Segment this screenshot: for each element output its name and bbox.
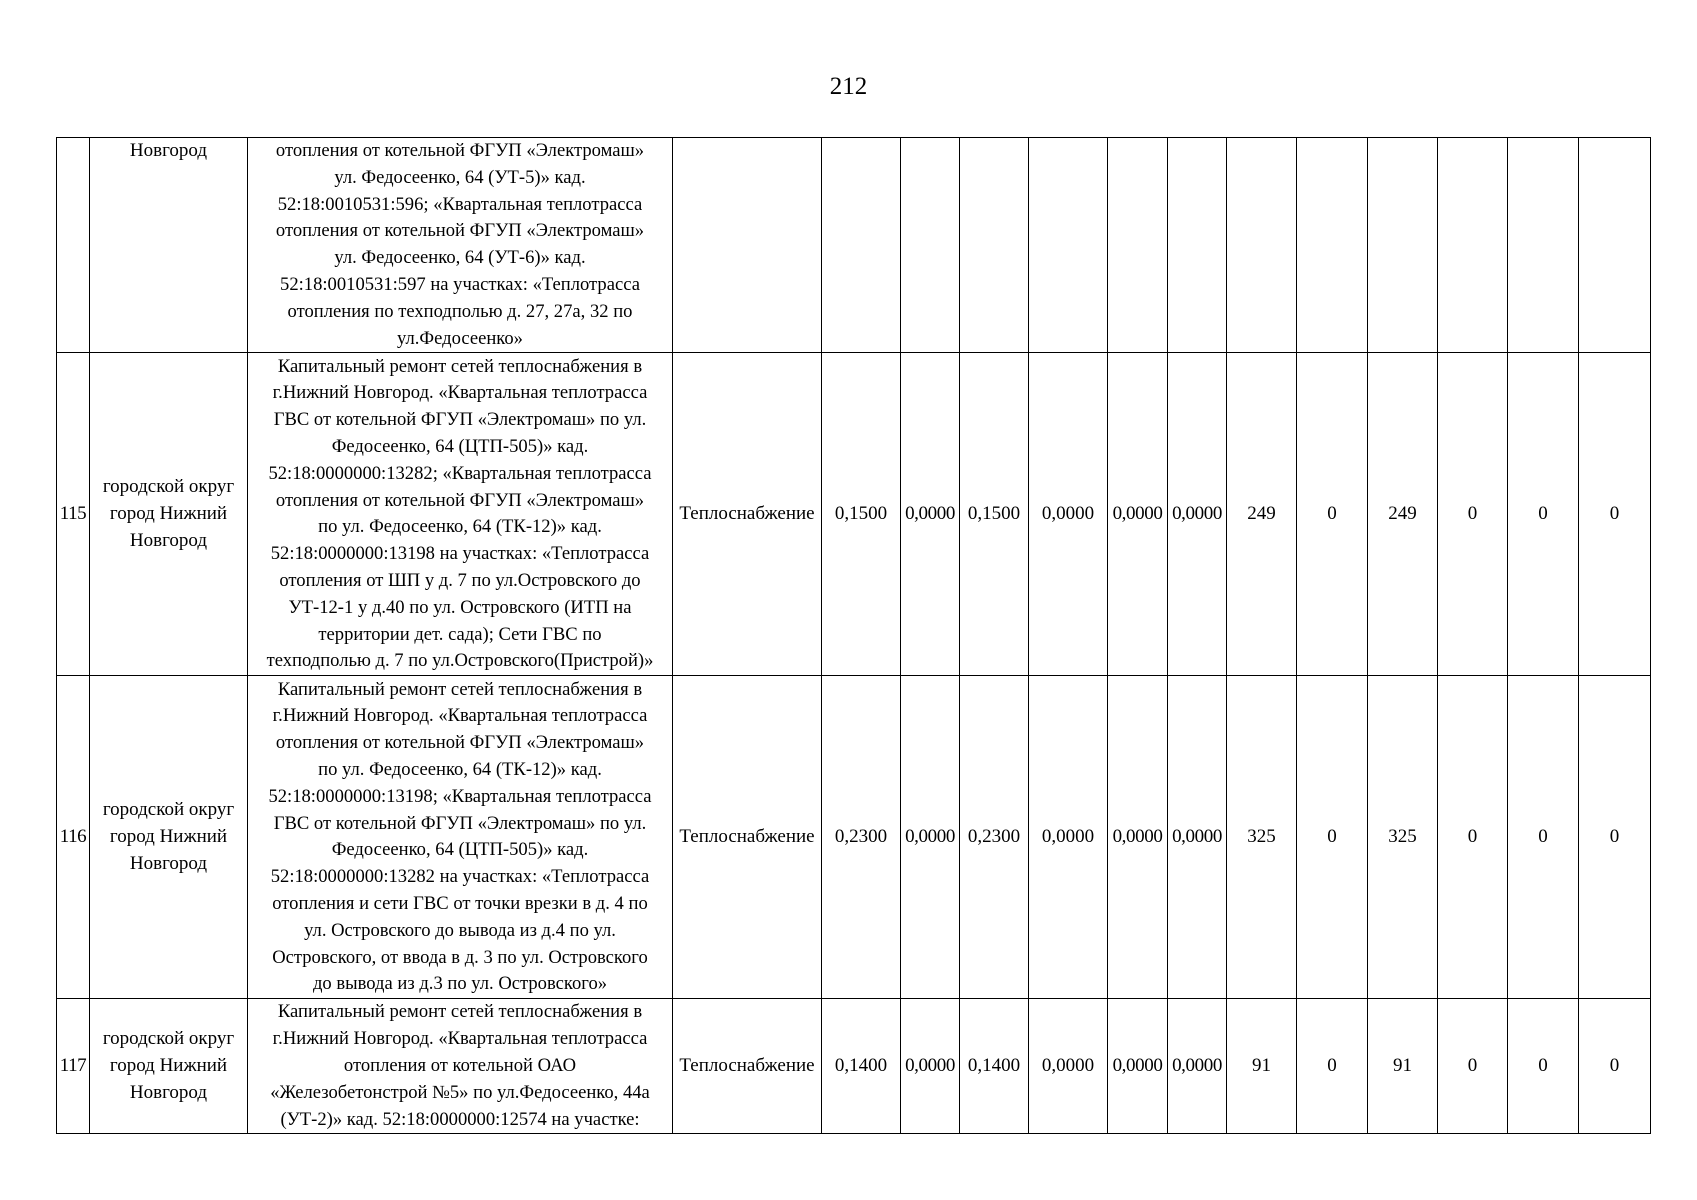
description-line: Капитальный ремонт сетей теплоснабжения в (277, 355, 643, 377)
description-line: отопления от котельной ФГУП «Электромаш» (275, 140, 645, 161)
cost-5-cell: 0 (1508, 999, 1579, 1134)
length-3-cell (960, 138, 1029, 353)
length-2-cell: 0,0000 (901, 999, 960, 1134)
length-total-cell: 0,1400 (822, 999, 901, 1134)
description-line: отопления от котельной ФГУП «Электромаш» (275, 489, 645, 511)
description-line: по ул. Федосеенко, 64 (ТК-12)» кад. (318, 516, 602, 538)
row-number-cell (57, 138, 90, 353)
works-table (56, 137, 1651, 1134)
length-total-cell (822, 138, 901, 353)
description-cell (248, 676, 673, 999)
cost-total-cell: 325 (1227, 676, 1297, 999)
description-line: УТ-12-1 у д.40 по ул. Островского (ИТП на (288, 596, 632, 618)
length-3-cell: 0,2300 (960, 676, 1029, 999)
length-6-cell: 0,0000 (1168, 676, 1227, 999)
row-number-cell: 117 (57, 999, 90, 1134)
cost-total-cell: 91 (1227, 999, 1297, 1134)
description-line: отопления от котельной ФГУП «Электромаш» (275, 732, 645, 754)
description-line: Капитальный ремонт сетей теплоснабжения в (277, 1001, 643, 1023)
description-line: отопления от котельной ФГУП «Электромаш» (275, 220, 645, 242)
cost-4-cell (1438, 138, 1508, 353)
table-row (57, 138, 1651, 353)
description-line: ГВС от котельной ФГУП «Электромаш» по ул. (273, 409, 647, 431)
description-line: 52:18:0010531:597 на участках: «Теплотрасса (280, 273, 640, 295)
description-line: 52:18:0000000:13198 на участках: «Теплотрасса (270, 543, 650, 565)
municipality-cell: Новгород (90, 138, 248, 353)
description-line: территории дет. сада); Сети ГВС по (318, 623, 602, 645)
description-line: (УТ-2)» кад. 52:18:0000000:12574 на участке: (280, 1108, 640, 1130)
description-line: г.Нижний Новгород. «Квартальная теплотрасса (272, 705, 648, 727)
row-number-cell: 115 (57, 353, 90, 676)
cost-6-cell: 0 (1579, 999, 1651, 1134)
length-5-cell: 0,0000 (1108, 999, 1168, 1134)
cost-3-cell: 91 (1368, 999, 1438, 1134)
description-line: г.Нижний Новгород. «Квартальная теплотрасса (272, 382, 648, 404)
cost-5-cell: 0 (1508, 353, 1579, 676)
length-6-cell: 0,0000 (1168, 999, 1227, 1134)
length-5-cell: 0,0000 (1108, 676, 1168, 999)
description-line: «Железобетонстрой №5» по ул.Федосеенко, 44а (270, 1081, 650, 1103)
description-line: Федосеенко, 64 (ЦТП-505)» кад. (331, 435, 589, 457)
municipality-cell: городской округ город Нижний Новгород (90, 353, 248, 676)
length-3-cell: 0,1400 (960, 999, 1029, 1134)
length-2-cell: 0,0000 (901, 353, 960, 676)
description-cell (248, 138, 673, 353)
length-4-cell: 0,0000 (1029, 999, 1108, 1134)
cost-4-cell: 0 (1438, 353, 1508, 676)
description-line: 52:18:0000000:13198; «Квартальная теплотрасса (268, 785, 652, 807)
work-type-cell (673, 138, 822, 353)
description-cell (248, 999, 673, 1134)
description-line: Федосеенко, 64 (ЦТП-505)» кад. (331, 839, 589, 861)
length-2-cell (901, 138, 960, 353)
cost-5-cell: 0 (1508, 676, 1579, 999)
length-4-cell: 0,0000 (1029, 676, 1108, 999)
length-5-cell: 0,0000 (1108, 353, 1168, 676)
length-5-cell (1108, 138, 1168, 353)
length-4-cell: 0,0000 (1029, 353, 1108, 676)
description-line: отопления от котельной ОАО (343, 1054, 577, 1076)
cost-6-cell: 0 (1579, 676, 1651, 999)
row-number-cell: 116 (57, 676, 90, 999)
length-6-cell (1168, 138, 1227, 353)
description-line: 52:18:0000000:13282 на участках: «Теплотрасса (270, 866, 650, 888)
description-line: ул.Федосеенко» (397, 327, 523, 349)
cost-3-cell: 325 (1368, 676, 1438, 999)
description-cell (248, 353, 673, 676)
cost-2-cell: 0 (1297, 353, 1368, 676)
description-line: ул. Островского до вывода из д.4 по ул. (304, 919, 616, 941)
description-line: Островского, от ввода в д. 3 по ул. Островского (272, 946, 648, 968)
table-row (57, 353, 1651, 676)
municipality-cell: городской округ город Нижний Новгород (90, 676, 248, 999)
table-row (57, 676, 1651, 999)
length-6-cell: 0,0000 (1168, 353, 1227, 676)
cost-5-cell (1508, 138, 1579, 353)
cost-2-cell: 0 (1297, 676, 1368, 999)
description-line: техподполью д. 7 по ул.Островского(Пристрой)» (266, 650, 654, 672)
description-line: по ул. Федосеенко, 64 (ТК-12)» кад. (318, 758, 602, 780)
cost-4-cell: 0 (1438, 676, 1508, 999)
description-line: отопления и сети ГВС от точки врезки в д. 4 по (272, 892, 648, 914)
length-4-cell (1029, 138, 1108, 353)
description-line: г.Нижний Новгород. «Квартальная теплотрасса (272, 1028, 648, 1050)
description-line: Капитальный ремонт сетей теплоснабжения в (277, 678, 643, 700)
length-2-cell: 0,0000 (901, 676, 960, 999)
municipality-cell: городской округ город Нижний Новгород (90, 999, 248, 1134)
length-total-cell: 0,2300 (822, 676, 901, 999)
page-number: 212 (829, 73, 868, 100)
cost-2-cell: 0 (1297, 999, 1368, 1134)
cost-total-cell (1227, 138, 1297, 353)
description-line: отопления от ШП у д. 7 по ул.Островского до (279, 569, 641, 591)
cost-3-cell (1368, 138, 1438, 353)
cost-6-cell (1579, 138, 1651, 353)
description-line: отопления по техподполью д. 27, 27а, 32 по (287, 300, 633, 322)
work-type-cell: Теплоснабжение (673, 353, 822, 676)
cost-3-cell: 249 (1368, 353, 1438, 676)
work-type-cell: Теплоснабжение (673, 999, 822, 1134)
length-3-cell: 0,1500 (960, 353, 1029, 676)
length-total-cell: 0,1500 (822, 353, 901, 676)
work-type-cell: Теплоснабжение (673, 676, 822, 999)
cost-4-cell: 0 (1438, 999, 1508, 1134)
cost-total-cell: 249 (1227, 353, 1297, 676)
description-line: до вывода из д.3 по ул. Островского» (312, 973, 608, 995)
cost-2-cell (1297, 138, 1368, 353)
description-line: ул. Федосеенко, 64 (УТ-6)» кад. (334, 247, 586, 269)
description-line: 52:18:0000000:13282; «Квартальная теплотрасса (268, 462, 652, 484)
cost-6-cell: 0 (1579, 353, 1651, 676)
description-line: 52:18:0010531:596; «Квартальная теплотрасса (277, 193, 643, 215)
table-row (57, 999, 1651, 1134)
description-line: ул. Федосеенко, 64 (УТ-5)» кад. (334, 166, 586, 188)
description-line: ГВС от котельной ФГУП «Электромаш» по ул. (273, 812, 647, 834)
